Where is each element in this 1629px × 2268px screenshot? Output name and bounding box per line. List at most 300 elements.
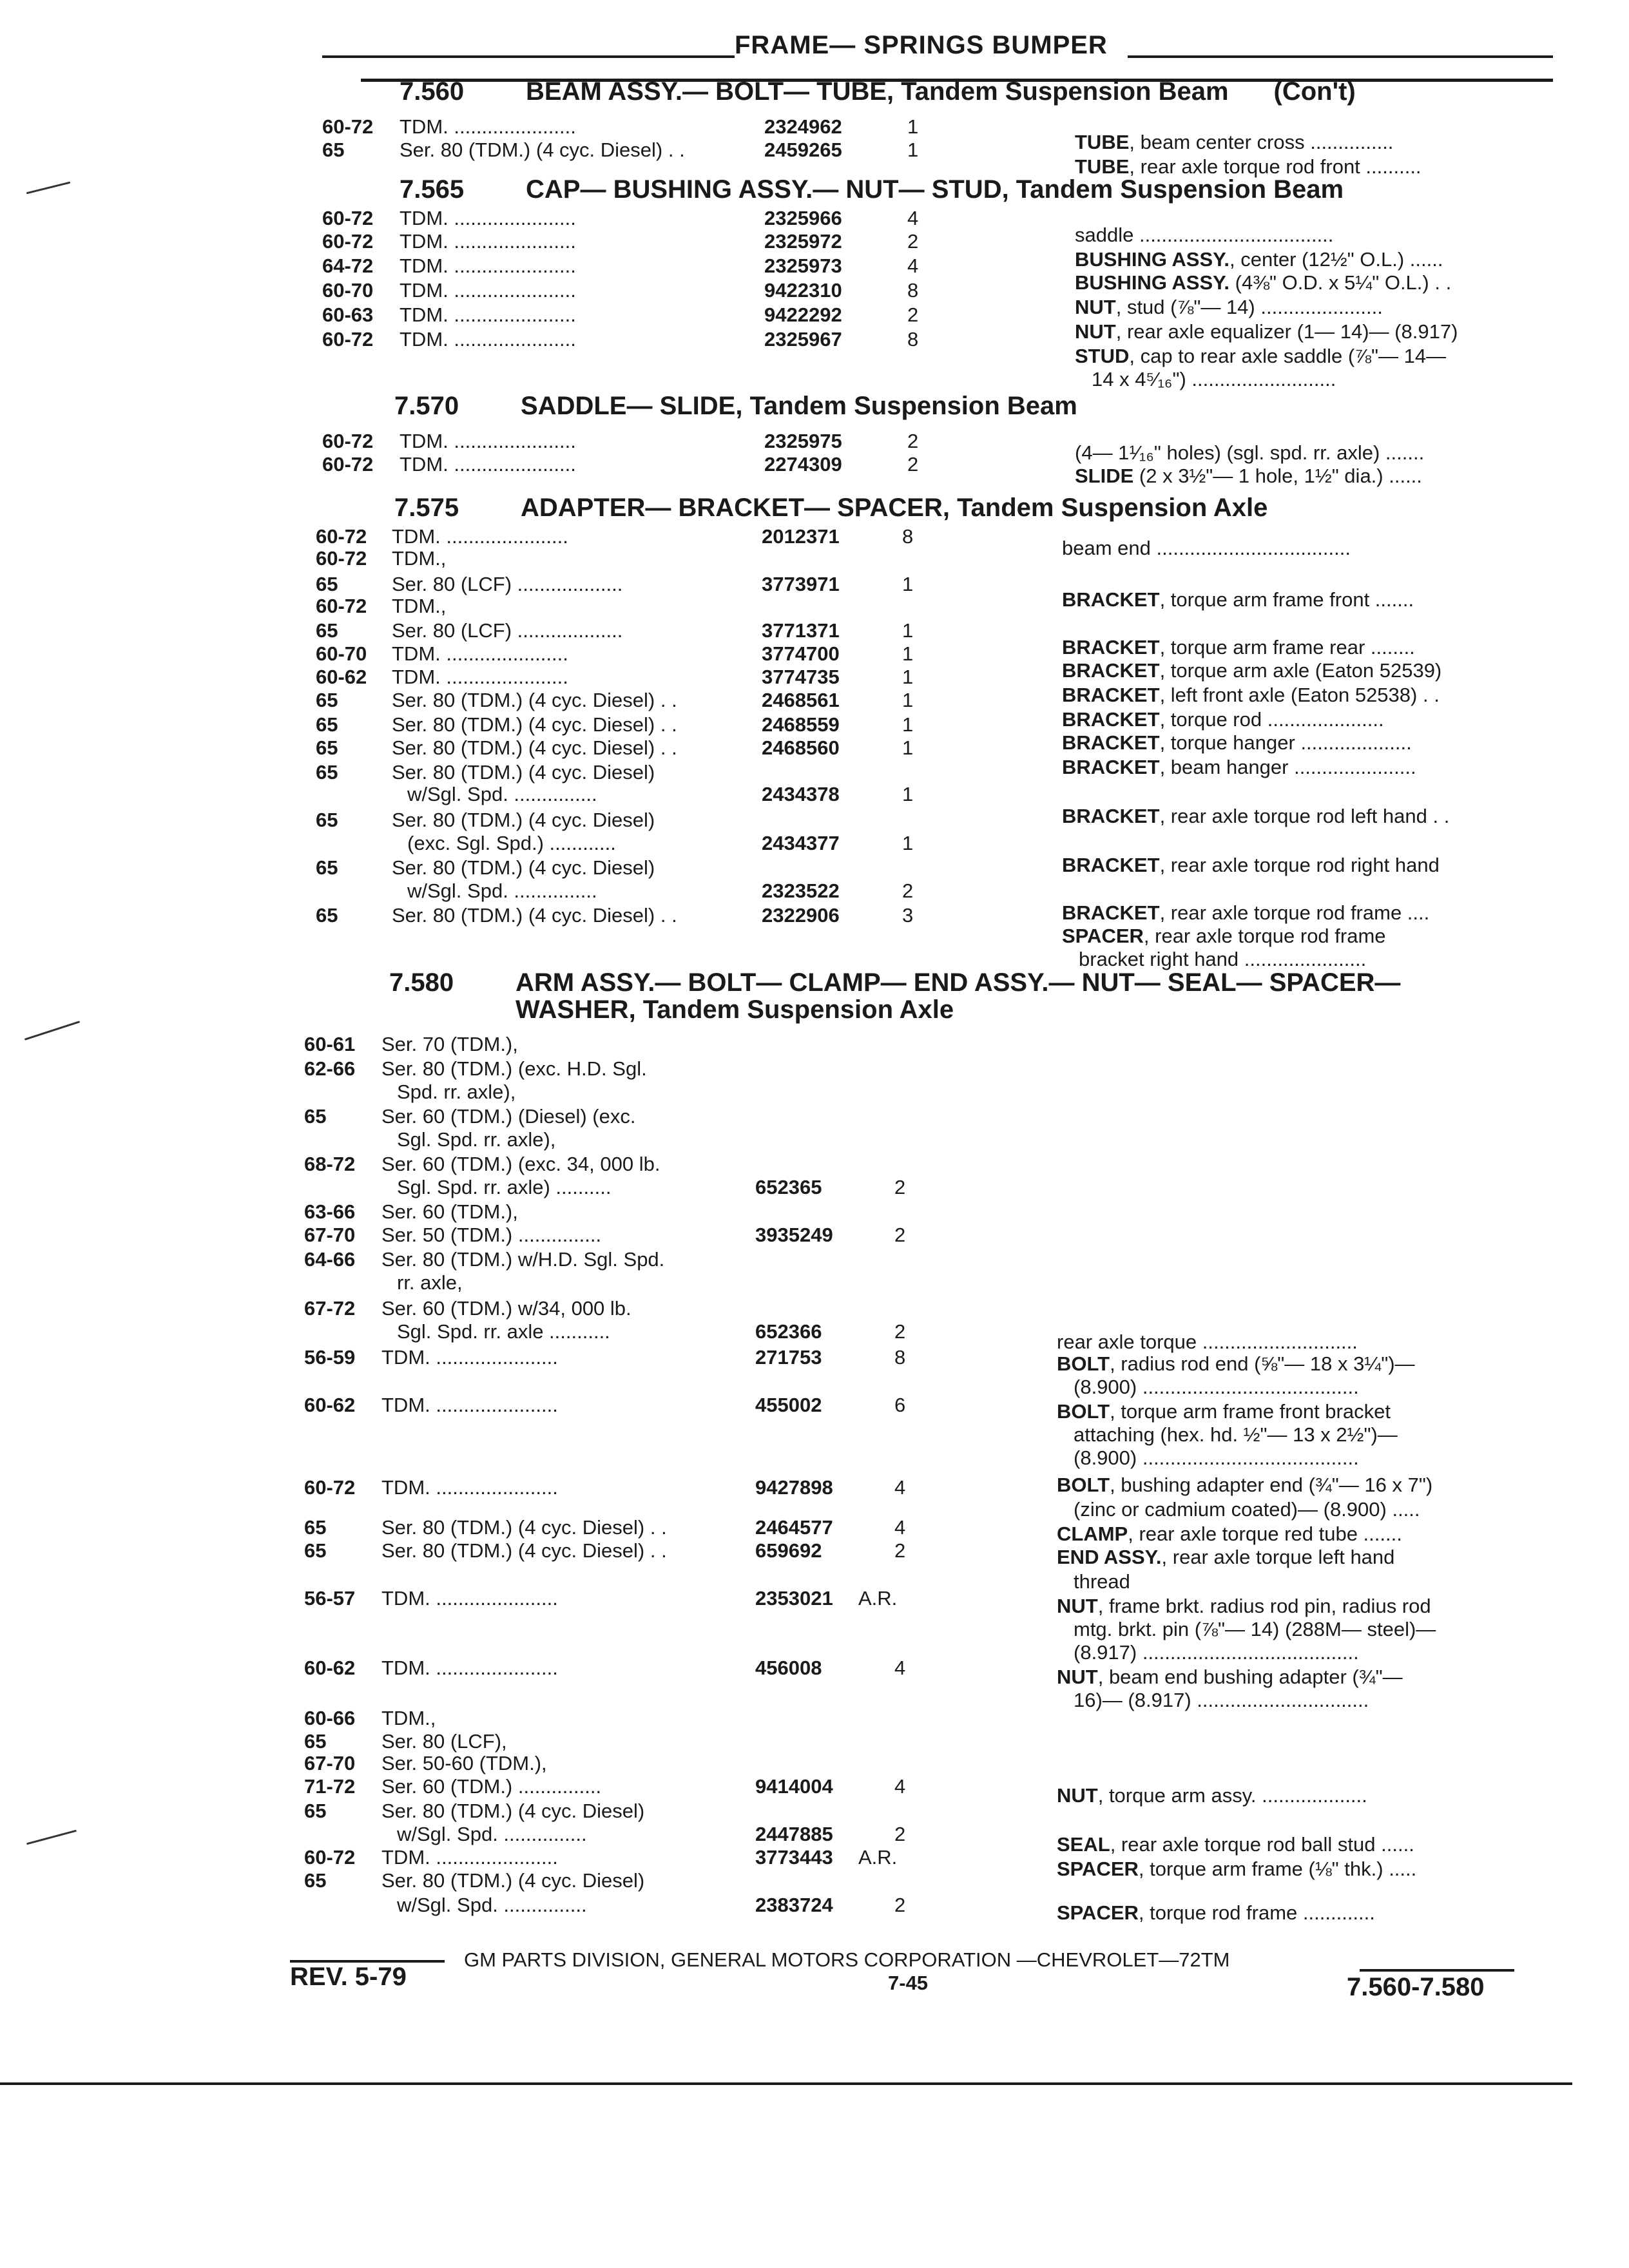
model-description: TDM. ......................: [381, 1588, 558, 1610]
part-description: [1074, 1497, 1563, 1521]
part-detail: (8.917) .......................................: [1074, 1641, 1359, 1664]
bottom-rule: [0, 2082, 1572, 2085]
part-description: [1062, 707, 1552, 731]
model-description: TDM. ......................: [381, 1347, 558, 1369]
model-description: TDM.,: [381, 1707, 436, 1729]
quantity: 4: [894, 1476, 906, 1499]
model-description: Ser. 80 (TDM.) (4 cyc. Diesel) . .: [392, 689, 677, 711]
part-detail: beam end ...................................: [1062, 537, 1351, 559]
header-rule-left: [322, 55, 735, 58]
part-detail: , torque arm frame front .......: [1159, 588, 1414, 611]
part-number: 9422292: [764, 303, 842, 326]
part-name: BRACKET: [1062, 708, 1160, 731]
part-number: 2434377: [762, 832, 840, 854]
part-detail: saddle ...................................: [1075, 224, 1334, 246]
part-number: 3774735: [762, 666, 840, 688]
model-description: Ser. 80 (TDM.) (4 cyc. Diesel) . .: [381, 1517, 667, 1539]
part-number: 2434378: [762, 783, 840, 805]
model-description: Sgl. Spd. rr. axle),: [397, 1129, 556, 1151]
part-name: SEAL: [1057, 1833, 1110, 1856]
model-year: 65: [304, 1800, 327, 1822]
part-number: 2383724: [755, 1894, 833, 1916]
binder-mark: [26, 182, 71, 195]
model-year: 67-70: [304, 1224, 356, 1246]
quantity: 4: [894, 1516, 906, 1539]
binder-mark: [26, 1830, 77, 1845]
part-description: [1079, 947, 1568, 971]
part-detail: , rear axle torque rod frame ....: [1159, 901, 1430, 924]
quantity: 2: [902, 879, 914, 902]
part-description: [1075, 320, 1565, 343]
quantity: 8: [902, 525, 914, 548]
part-detail: (2 x 3½"— 1 hole, 1½" dia.) ......: [1133, 465, 1422, 487]
part-number: 2447885: [755, 1823, 833, 1845]
model-description: Ser. 80 (LCF),: [381, 1731, 507, 1753]
part-description: [1057, 1901, 1547, 1925]
part-detail: , radius rod end (⅝"— 18 x 3¼")—: [1110, 1352, 1415, 1375]
part-detail: , bushing adapter end (¾"— 16 x 7"): [1110, 1474, 1433, 1496]
part-detail: , torque rod frame .............: [1138, 1901, 1375, 1924]
model-description: TDM. ......................: [400, 116, 576, 138]
quantity: 1: [907, 139, 919, 161]
model-year: 60-72: [322, 207, 374, 229]
part-detail: bracket right hand ......................: [1079, 948, 1367, 970]
part-number: 2459265: [764, 139, 842, 161]
section-title: CAP— BUSHING ASSY.— NUT— STUD, Tandem Suspension Beam: [526, 175, 1344, 204]
section-title: BEAM ASSY.— BOLT— TUBE, Tandem Suspension Beam: [526, 77, 1229, 106]
part-name: SPACER: [1057, 1858, 1139, 1880]
model-year: 60-72: [316, 595, 367, 617]
quantity: A.R.: [858, 1846, 898, 1869]
quantity: 1: [902, 832, 914, 854]
model-description: Ser. 80 (TDM.) (4 cyc. Diesel): [392, 762, 655, 783]
part-description: [1074, 1423, 1563, 1446]
part-description: [1074, 1640, 1563, 1664]
part-description: [1057, 1330, 1547, 1354]
model-year: 65: [316, 573, 338, 595]
part-description: [1057, 1473, 1547, 1497]
quantity: 4: [894, 1775, 906, 1798]
model-description: TDM. ......................: [381, 1394, 558, 1416]
part-number: 2353021: [755, 1587, 833, 1610]
part-number: 2468561: [762, 689, 840, 711]
model-year: 60-63: [322, 303, 374, 326]
model-description: TDM. ......................: [381, 1477, 558, 1499]
part-name: BRACKET: [1062, 805, 1160, 827]
part-detail: , center (12½" O.L.) ......: [1229, 248, 1443, 271]
model-description: Ser. 60 (TDM.) (Diesel) (exc.: [381, 1106, 636, 1128]
part-detail: , torque arm frame front bracket: [1110, 1400, 1391, 1423]
section-number: 7.575: [394, 494, 459, 522]
model-year: 60-72: [322, 115, 374, 138]
part-number: 2322906: [762, 904, 840, 927]
model-description: TDM. ......................: [381, 1657, 558, 1679]
model-description: Ser. 80 (LCF) ...................: [392, 573, 623, 595]
part-description: [1075, 223, 1565, 247]
model-year: 60-72: [322, 328, 374, 351]
quantity: 2: [907, 453, 919, 476]
model-year: 56-57: [304, 1587, 356, 1610]
model-year: 60-61: [304, 1033, 356, 1055]
part-detail: , torque arm frame (⅛" thk.) .....: [1138, 1858, 1417, 1880]
quantity: 8: [894, 1346, 906, 1369]
part-description: [1074, 1446, 1563, 1470]
part-name: NUT: [1057, 1784, 1098, 1807]
part-description: [1075, 464, 1565, 488]
part-name: CLAMP: [1057, 1523, 1128, 1545]
part-description: [1062, 804, 1552, 828]
part-number: 652365: [755, 1176, 822, 1198]
quantity: 1: [902, 666, 914, 688]
part-number: 2325966: [764, 207, 842, 229]
model-year: 60-72: [316, 525, 367, 548]
quantity: 2: [894, 1539, 906, 1562]
section-heading: [400, 175, 1344, 204]
part-number: 3773443: [755, 1846, 833, 1869]
model-description: TDM. ......................: [400, 430, 576, 452]
part-number: 456008: [755, 1657, 822, 1679]
model-year: 65: [316, 761, 338, 783]
model-description: TDM. ......................: [400, 207, 576, 229]
part-number: 2325975: [764, 430, 842, 452]
part-name: STUD: [1075, 345, 1130, 367]
section-title: ARM ASSY.— BOLT— CLAMP— END ASSY.— NUT— SEAL— SPACER—: [516, 968, 1401, 997]
model-description: Ser. 80 (TDM.) (4 cyc. Diesel): [381, 1870, 645, 1892]
section-continued: (Con't): [1273, 77, 1356, 106]
quantity: 2: [894, 1823, 906, 1845]
part-name: SPACER: [1062, 925, 1144, 947]
model-year: 65: [316, 856, 338, 879]
quantity: 8: [907, 279, 919, 302]
model-description: Ser. 80 (TDM.) (4 cyc. Diesel) . .: [392, 714, 677, 736]
part-name: BUSHING ASSY.: [1075, 248, 1230, 271]
model-description: TDM. ......................: [400, 454, 576, 476]
model-year: 63-66: [304, 1200, 356, 1223]
quantity: 4: [907, 207, 919, 229]
part-detail: thread: [1074, 1570, 1130, 1593]
section-heading: [389, 968, 1400, 997]
part-description: [1062, 588, 1552, 611]
part-description: [1075, 247, 1565, 271]
model-description: TDM. ......................: [392, 666, 568, 688]
model-description: w/Sgl. Spd. ...............: [397, 1894, 587, 1916]
model-description: Ser. 80 (TDM.) (4 cyc. Diesel) . .: [392, 905, 677, 927]
model-year: 60-70: [322, 279, 374, 302]
model-year: 65: [304, 1105, 327, 1128]
part-name: BRACKET: [1062, 854, 1160, 876]
model-year: 60-72: [316, 547, 367, 570]
part-description: [1074, 1688, 1563, 1712]
part-detail: , torque arm assy. ...................: [1097, 1784, 1367, 1807]
model-year: 65: [316, 713, 338, 736]
part-name: BRACKET: [1062, 901, 1160, 924]
model-year: 62-66: [304, 1057, 356, 1080]
part-number: 3774700: [762, 642, 840, 665]
part-number: 659692: [755, 1539, 822, 1562]
model-description: Ser. 60 (TDM.) w/34, 000 lb.: [381, 1298, 631, 1320]
quantity: 1: [902, 713, 914, 736]
part-detail: rear axle torque ............................: [1057, 1331, 1358, 1353]
model-description: Ser. 80 (TDM.) (4 cyc. Diesel) . .: [392, 737, 677, 759]
part-number: 652366: [755, 1320, 822, 1343]
part-name: BOLT: [1057, 1474, 1110, 1496]
part-description: [1075, 271, 1565, 294]
part-description: [1062, 755, 1552, 779]
section-heading: [394, 392, 1077, 421]
part-number: 2325972: [764, 230, 842, 253]
model-description: Ser. 60 (TDM.),: [381, 1201, 518, 1223]
part-number: 9427898: [755, 1476, 833, 1499]
part-name: BRACKET: [1062, 659, 1160, 682]
model-year: 65: [304, 1869, 327, 1892]
quantity: 1: [902, 642, 914, 665]
part-number: 9414004: [755, 1775, 833, 1798]
part-description: [1062, 536, 1552, 560]
part-description: [1062, 683, 1552, 707]
model-year: 60-70: [316, 642, 367, 665]
part-description: [1057, 1832, 1547, 1856]
model-description: Ser. 80 (TDM.) (4 cyc. Diesel) . .: [400, 139, 685, 161]
part-detail: 16)— (8.917) ...............................: [1074, 1689, 1369, 1711]
part-name: BRACKET: [1062, 588, 1160, 611]
section-heading-continuation: [516, 995, 954, 1024]
binder-mark: [24, 1021, 81, 1041]
part-name: NUT: [1057, 1595, 1098, 1617]
part-description: [1075, 441, 1565, 465]
part-description: [1062, 731, 1552, 754]
part-description: [1075, 344, 1565, 368]
model-year: 60-62: [304, 1394, 356, 1416]
part-name: SLIDE: [1075, 465, 1134, 487]
quantity: 6: [894, 1394, 906, 1416]
part-number: 2324962: [764, 115, 842, 138]
part-description: [1074, 1617, 1563, 1641]
part-number: 271753: [755, 1346, 822, 1369]
part-description: [1075, 155, 1565, 178]
part-number: 3771371: [762, 619, 840, 642]
model-description: TDM. ......................: [400, 304, 576, 326]
part-number: 2274309: [764, 453, 842, 476]
part-detail: , left front axle (Eaton 52538) . .: [1159, 684, 1440, 706]
model-year: 65: [304, 1539, 327, 1562]
model-description: Ser. 80 (TDM.) (exc. H.D. Sgl.: [381, 1058, 647, 1080]
part-detail: , frame brkt. radius rod pin, radius rod: [1097, 1595, 1431, 1617]
model-year: 65: [316, 736, 338, 759]
part-description: [1057, 1783, 1547, 1807]
model-description: Ser. 80 (TDM.) (4 cyc. Diesel) . .: [381, 1540, 667, 1562]
model-description: Ser. 80 (TDM.) (4 cyc. Diesel): [392, 857, 655, 879]
part-description: [1057, 1665, 1547, 1689]
part-number: 2323522: [762, 879, 840, 902]
model-year: 56-59: [304, 1346, 356, 1369]
part-number: 2468559: [762, 713, 840, 736]
part-number: 2325973: [764, 255, 842, 277]
model-year: 60-72: [304, 1846, 356, 1869]
model-year: 67-72: [304, 1297, 356, 1320]
model-description: (exc. Sgl. Spd.) ............: [407, 832, 616, 854]
quantity: 1: [902, 736, 914, 759]
part-detail: (8.900) .......................................: [1074, 1446, 1359, 1469]
part-name: BUSHING ASSY.: [1075, 271, 1230, 294]
model-description: Ser. 80 (TDM.) w/H.D. Sgl. Spd.: [381, 1249, 665, 1271]
part-description: [1057, 1857, 1547, 1881]
model-year: 64-72: [322, 255, 374, 277]
quantity: 1: [907, 115, 919, 138]
part-detail: (8.900) .......................................: [1074, 1376, 1359, 1398]
part-detail: , beam center cross ...............: [1129, 131, 1394, 153]
model-year: 65: [316, 904, 338, 927]
footer-revision: REV. 5-79: [290, 1963, 407, 1991]
part-name: BRACKET: [1062, 731, 1160, 754]
model-description: w/Sgl. Spd. ...............: [407, 783, 597, 805]
model-year: 60-72: [322, 453, 374, 476]
part-name: NUT: [1057, 1666, 1098, 1688]
model-year: 71-72: [304, 1775, 356, 1798]
model-description: TDM. ......................: [400, 329, 576, 351]
part-detail: (4— 1¹⁄₁₆" holes) (sgl. spd. rr. axle) .......: [1075, 441, 1425, 464]
part-detail: mtg. brkt. pin (⅞"— 14) (288M— steel)—: [1074, 1618, 1436, 1640]
footer-company: GM PARTS DIVISION, GENERAL MOTORS CORPORATION —CHEVROLET—72TM: [464, 1948, 1230, 1971]
part-name: TUBE: [1075, 155, 1130, 178]
model-description: TDM. ......................: [400, 231, 576, 253]
model-year: 65: [316, 689, 338, 711]
quantity: 1: [902, 689, 914, 711]
part-name: BRACKET: [1062, 684, 1160, 706]
model-description: w/Sgl. Spd. ...............: [397, 1823, 587, 1845]
part-name: BRACKET: [1062, 636, 1160, 658]
part-number: 2325967: [764, 328, 842, 351]
part-number: 2012371: [762, 525, 840, 548]
model-description: Ser. 60 (TDM.) (exc. 34, 000 lb.: [381, 1153, 660, 1175]
part-name: NUT: [1075, 296, 1116, 318]
section-number: 7.570: [394, 392, 459, 420]
quantity: 2: [907, 230, 919, 253]
part-description: [1062, 924, 1552, 948]
part-detail: , rear axle equalizer (1— 14)— (8.917): [1115, 320, 1458, 343]
model-year: 65: [316, 619, 338, 642]
part-detail: 14 x 4⁵⁄₁₆") ..........................: [1092, 368, 1336, 390]
model-year: 65: [322, 139, 345, 161]
footer-page-number: 7-45: [888, 1972, 929, 1994]
model-description: Ser. 80 (LCF) ...................: [392, 620, 623, 642]
part-name: TUBE: [1075, 131, 1130, 153]
quantity: 4: [894, 1657, 906, 1679]
part-description: [1057, 1399, 1547, 1423]
quantity: 1: [902, 619, 914, 642]
part-detail: , beam end bushing adapter (¾"—: [1097, 1666, 1403, 1688]
part-detail: , rear axle torque rod right hand: [1159, 854, 1440, 876]
model-description: Ser. 70 (TDM.),: [381, 1033, 518, 1055]
section-title: ADAPTER— BRACKET— SPACER, Tandem Suspension Axle: [521, 494, 1268, 522]
part-description: [1074, 1570, 1563, 1593]
part-number: 9422310: [764, 279, 842, 302]
model-year: 67-70: [304, 1752, 356, 1774]
quantity: 3: [902, 904, 914, 927]
quantity: 4: [907, 255, 919, 277]
part-number: 2464577: [755, 1516, 833, 1539]
model-description: w/Sgl. Spd. ...............: [407, 880, 597, 902]
part-detail: , rear axle torque rod front ..........: [1129, 155, 1422, 178]
part-description: [1057, 1594, 1547, 1618]
part-description: [1062, 635, 1552, 659]
part-name: END ASSY.: [1057, 1546, 1162, 1568]
part-detail: , cap to rear axle saddle (⅞"— 14—: [1129, 345, 1447, 367]
model-year: 60-72: [304, 1476, 356, 1499]
part-description: [1062, 658, 1552, 682]
quantity: 1: [902, 573, 914, 595]
model-year: 60-62: [316, 666, 367, 688]
quantity: 2: [907, 303, 919, 326]
model-description: TDM. ......................: [381, 1847, 558, 1869]
section-heading: [394, 494, 1268, 523]
quantity: 2: [894, 1224, 906, 1246]
header-rule-right: [1128, 55, 1553, 58]
part-detail: (4⅜" O.D. x 5¼" O.L.) . .: [1229, 271, 1452, 294]
part-detail: , stud (⅞"— 14) ......................: [1115, 296, 1383, 318]
section-heading: [400, 77, 1356, 106]
model-year: 60-72: [322, 430, 374, 452]
model-year: 65: [304, 1730, 327, 1753]
section-title-line2: WASHER, Tandem Suspension Axle: [516, 995, 954, 1024]
quantity: A.R.: [858, 1587, 898, 1610]
model-year: 64-66: [304, 1248, 356, 1271]
part-number: 455002: [755, 1394, 822, 1416]
model-description: TDM.,: [392, 548, 447, 570]
model-description: TDM. ......................: [392, 643, 568, 665]
part-number: 3935249: [755, 1224, 833, 1246]
part-description: [1057, 1545, 1547, 1569]
part-detail: , rear axle torque rod ball stud ......: [1110, 1833, 1414, 1856]
model-year: 60-66: [304, 1707, 356, 1729]
model-description: Ser. 50-60 (TDM.),: [381, 1753, 547, 1774]
quantity: 2: [907, 430, 919, 452]
model-description: Sgl. Spd. rr. axle) ..........: [397, 1177, 612, 1198]
section-number: 7.565: [400, 175, 465, 204]
part-number: 2468560: [762, 736, 840, 759]
part-detail: , rear axle torque rod left hand . .: [1159, 805, 1450, 827]
quantity: 8: [907, 328, 919, 351]
model-description: Sgl. Spd. rr. axle ...........: [397, 1321, 610, 1343]
model-description: TDM.,: [392, 595, 447, 617]
part-detail: (zinc or cadmium coated)— (8.900) .....: [1074, 1498, 1420, 1521]
part-description: [1075, 295, 1565, 319]
model-description: TDM. ......................: [392, 526, 568, 548]
part-name: BOLT: [1057, 1400, 1110, 1423]
quantity: 2: [894, 1176, 906, 1198]
quantity: 2: [894, 1894, 906, 1916]
part-number: 3773971: [762, 573, 840, 595]
quantity: 1: [902, 783, 914, 805]
model-description: rr. axle,: [397, 1272, 463, 1294]
model-description: Ser. 80 (TDM.) (4 cyc. Diesel): [381, 1800, 645, 1822]
model-description: Ser. 80 (TDM.) (4 cyc. Diesel): [392, 809, 655, 831]
part-name: NUT: [1075, 320, 1116, 343]
quantity: 2: [894, 1320, 906, 1343]
model-year: 65: [304, 1516, 327, 1539]
part-description: [1092, 367, 1581, 391]
model-year: 60-62: [304, 1657, 356, 1679]
part-detail: , torque arm axle (Eaton 52539): [1159, 659, 1442, 682]
part-detail: , torque arm frame rear ........: [1159, 636, 1415, 658]
model-description: TDM. ......................: [400, 280, 576, 302]
page-header: FRAME— SPRINGS BUMPER: [735, 31, 1108, 59]
model-description: Ser. 60 (TDM.) ...............: [381, 1776, 602, 1798]
footer-section-range: 7.560-7.580: [1347, 1973, 1485, 2001]
model-description: Spd. rr. axle),: [397, 1081, 516, 1103]
part-name: BRACKET: [1062, 756, 1160, 778]
part-detail: , beam hanger ......................: [1159, 756, 1416, 778]
part-description: [1062, 853, 1552, 877]
